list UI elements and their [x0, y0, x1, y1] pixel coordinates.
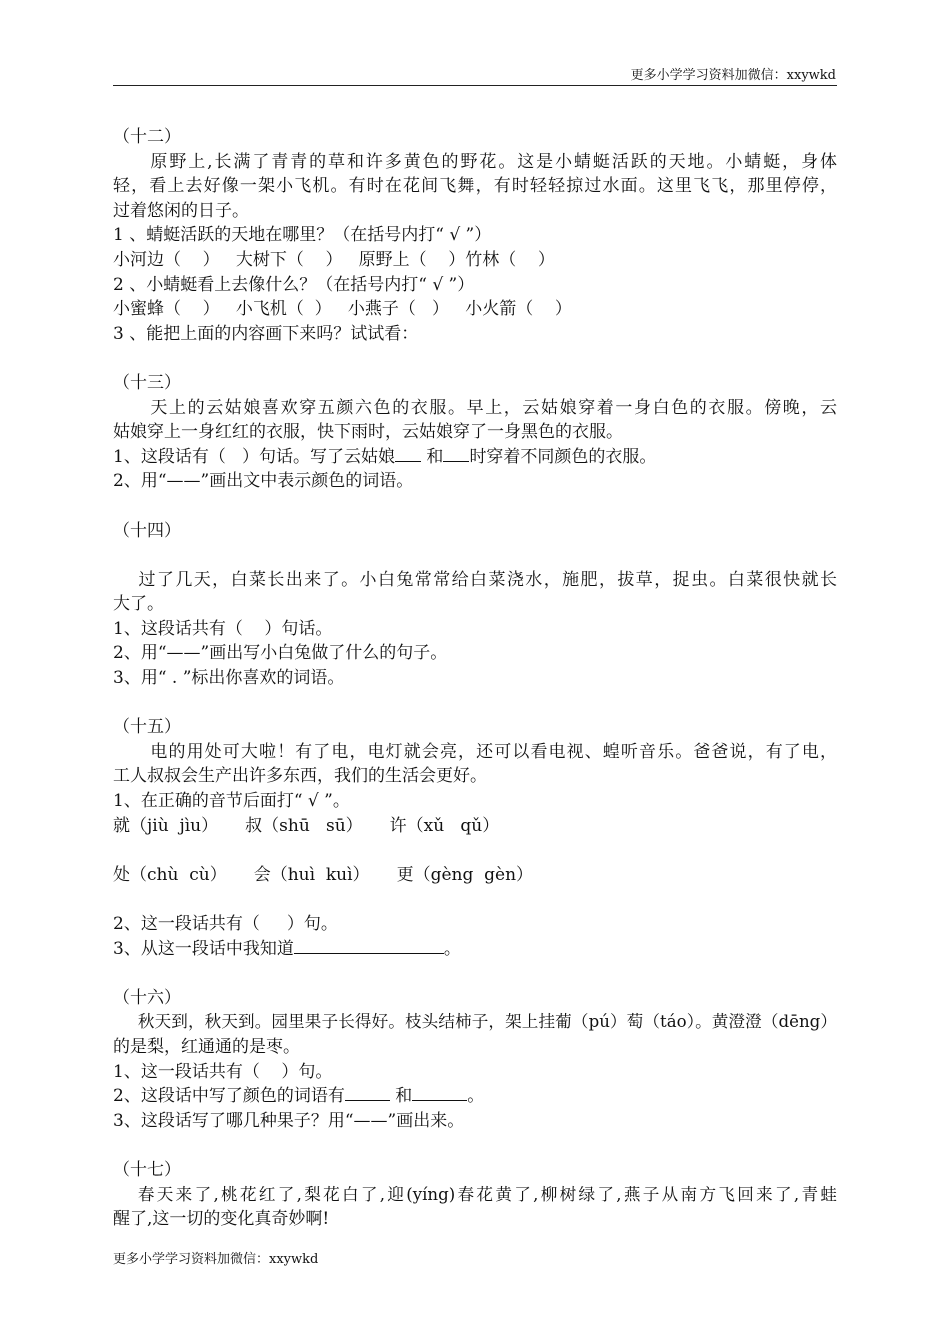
answer-blank — [443, 445, 469, 462]
section-title: （十二） — [113, 127, 181, 147]
section-title: （十三） — [113, 372, 181, 393]
spacer — [113, 691, 837, 716]
paragraph-line: 过着悠闲的日子。 — [113, 200, 249, 221]
section-17 — [113, 1158, 837, 1232]
section-12 — [113, 125, 837, 346]
question-text: 1、这段话有（ ）句话。写了云姑娘 — [113, 446, 396, 467]
pinyin-row-1: 就（jiù jìu） 叔（shū sū） 许（xǔ qǔ） — [113, 815, 500, 836]
question-2: 2、用“——”画出文中表示颜色的词语。 — [113, 471, 414, 492]
question-1: 1 、蜻蜓活跃的天地在哪里？（在括号内打“ √ ”） — [113, 225, 492, 246]
paragraph-line: 电的用处可大啦！有了电，电灯就会亮，还可以看电视、蝗听音乐。爸爸说，有了电， — [150, 741, 837, 762]
question-text: 和 — [421, 446, 444, 467]
answer-blank — [294, 937, 444, 954]
paragraph-line: 原野上,长满了青青的草和许多黄色的野花。这是小蜻蜓活跃的天地。小蜻蜓，身体 — [150, 151, 837, 172]
pinyin-row-2: 处（chù cù） 会（huì kuì） 更（gèng gèn） — [113, 864, 534, 885]
question-2: 2、这一段话共有（ ）句。 — [113, 914, 338, 934]
answer-blank — [395, 445, 421, 462]
question-3 — [113, 937, 837, 962]
question-3: 3、用“ . ”标出你喜欢的词语。 — [113, 668, 345, 689]
paragraph-line: 醒了,这一切的变化真奇妙啊! — [113, 1209, 330, 1230]
question-text: 2、这段话中写了颜色的词语有 — [113, 1086, 345, 1107]
spacer — [113, 838, 837, 863]
question-text: 3、从这一段话中我知道 — [113, 938, 294, 959]
answer-blank — [345, 1084, 390, 1101]
question-1-options: 小河边（ ） 大树下（ ） 原野上（ ）竹林（ ） — [113, 249, 555, 270]
question-text: 时穿着不同颜色的衣服。 — [469, 446, 657, 467]
section-13 — [113, 371, 837, 494]
section-title: （十五） — [113, 717, 181, 738]
spacer — [113, 346, 837, 371]
spacer — [113, 961, 837, 986]
paragraph-line: 春天来了,桃花红了,梨花白了,迎(yíng)春花黄了,柳树绿了,燕子从南方飞回来了,青蛙 — [137, 1184, 837, 1204]
answer-blank — [412, 1084, 467, 1101]
question-2: 2、用“——”画出写小白兔做了什么的句子。 — [113, 643, 448, 664]
paragraph-line: 大了。 — [113, 594, 164, 615]
document-body — [113, 125, 837, 1232]
paragraph-line: 秋天到，秋天到。园里果子长得好。枝头结柿子，架上挂葡（pú）萄（táo）。黄澄澄（dēng） — [137, 1012, 837, 1032]
spacer — [113, 1133, 837, 1158]
section-title: （十六） — [113, 987, 181, 1008]
paragraph-line: 过了几天，白菜长出来了。小白兔常常给白菜浇水，施肥，拔草，捉虫。白菜很快就长 — [138, 569, 837, 590]
paragraph-line: 天上的云姑娘喜欢穿五颜六色的衣服。早上，云姑娘穿着一身白色的衣服。傍晚，云 — [150, 397, 837, 418]
paragraph-line: 轻，看上去好像一架小飞机。有时在花间飞舞，有时轻轻掠过水面。这里飞飞，那里停停， — [113, 176, 837, 197]
page-header: 更多小学学习资料加微信：xxywkd — [630, 68, 836, 83]
section-title: （十四） — [113, 520, 181, 541]
header-divider — [113, 85, 837, 86]
question-text: 和 — [389, 1086, 413, 1107]
section-16 — [113, 986, 837, 1134]
question-2: 2 、小蜻蜓看上去像什么？（在括号内打“ √ ”） — [113, 274, 475, 295]
question-3: 3、这段话写了哪几种果子？用“——”画出来。 — [113, 1110, 465, 1131]
section-14 — [113, 519, 837, 691]
page-footer: 更多小学学习资料加微信：xxywkd — [113, 1252, 319, 1267]
spacer — [113, 494, 837, 519]
paragraph-line: 工人叔叔会生产出许多东西，我们的生活会更好。 — [113, 766, 487, 787]
question-1: 1、这段话共有（ ）句话。 — [113, 618, 333, 639]
paragraph-line: 姑娘穿上一身红红的衣服，快下雨时，云姑娘穿了一身黑色的衣服。 — [113, 422, 623, 443]
question-2 — [113, 1084, 837, 1109]
question-text: 。 — [467, 1086, 485, 1107]
question-2-options: 小蜜蜂（ ） 小飞机（ ） 小燕子（ ） 小火箭（ ） — [113, 299, 572, 320]
spacer — [113, 543, 837, 568]
question-1: 1、这一段话共有（ ）句。 — [113, 1061, 333, 1082]
question-text: 。 — [443, 938, 461, 959]
question-3: 3 、能把上面的内容画下来吗？试试看： — [113, 323, 419, 344]
spacer — [113, 887, 837, 912]
question-1 — [113, 445, 837, 470]
section-title: （十七） — [113, 1159, 181, 1180]
section-15 — [113, 715, 837, 961]
question-1: 1、在正确的音节后面打“ √ ”。 — [113, 791, 350, 812]
paragraph-line: 的是梨，红通通的是枣。 — [113, 1036, 300, 1057]
